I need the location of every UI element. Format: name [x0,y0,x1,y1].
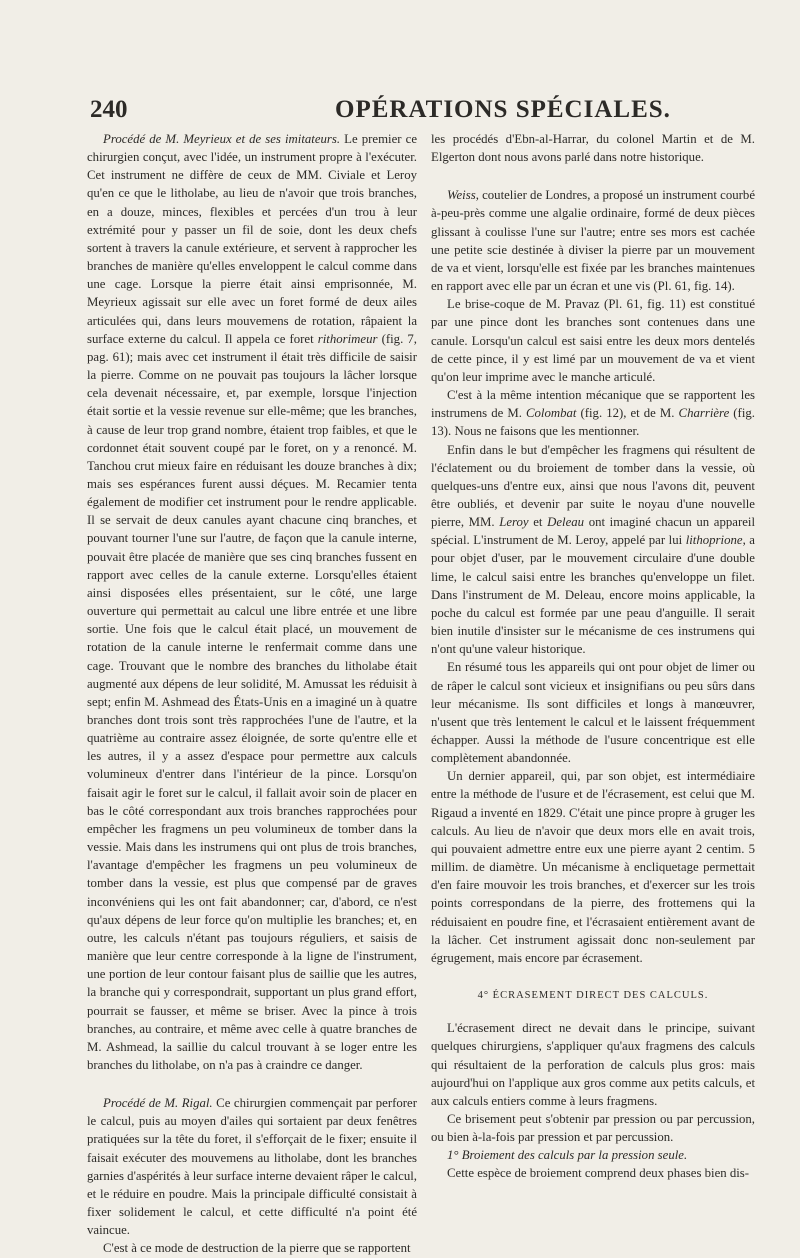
paragraph-leroy-deleau [431,441,755,659]
name-charriere: Charrière [678,406,730,421]
paragraph-colombat [431,386,755,440]
paragraph-text: (fig. 12), et de M. [576,406,679,421]
term-lithoprione: lithoprione [685,533,743,548]
paragraph-text: C'est à la même intention mécanique que se rapportent les instrumens de M. [431,388,755,421]
paragraph-ecrasement: L'écrasement direct ne devait dans le principe, suivant quelques chirurgiens, s'appliquer qu'aux fragmens des calculs qui résultaient de la perforation de calculs plus gros: mais aujourd'hui on l'applique aux gros comme aux petits calculs, et aux calculs entiers comme à leurs fragmens. [431,1021,755,1108]
paragraph-text: et [528,515,548,530]
paragraph-text: ont imaginé chacun un appareil spécial. L'instrument de M. Leroy, appelé par lui [431,515,755,548]
paragraph-text: Le premier ce chirurgien conçut, avec l'idée, un instrument propre à l'exécuter. Cet instrument ne diffère de ceux de MM. Civiale et Leroy qu'en ce que le litholabe, au lieu de n'avoir que trois branches, en a douze, minces, flexibles et percées d'un trou à leur extrémité pour y passer un fil de soie, dont les deux chefs sortent à travers la canule extérieure, et servent à rapprocher les branches de manière qu'elles enveloppent le calcul comme dans une cage. Lorsque la pierre était ainsi emprisonnée, M. Meyrieux agissait sur elle avec un foret formé de deux ailes articulées qui, dans leurs mouvemens de rotation, râpaient la surface externe du calcul. Il appela ce foret [87,132,418,346]
paragraph-resume: En résumé tous les appareils qui ont pour objet de limer ou de râper le calcul sont vicieux et insignifians ou peu sûrs dans leur mécanisme. Ils sont difficiles et longs à manœuvrer, n'usent que très lentement le calcul et le laissent fréquemment échapper. Aussi la méthode de l'usure concentrique est elle complètement abandonnée. [431,660,755,766]
paragraph-title: Procédé de M. Meyrieux et de ses imitateurs. [103,132,341,146]
paragraph-text: (fig. 7, pag. 61); mais avec cet instrument il était très difficile de saisir la pierre. Comme on ne pouvait pas toujours la lâcher lorsque cela devenait nécessaire, et, par exemple, lorsque l'injection était sortie et la vessie revenue sur elle-même; que les branches, à cause de leur trop grand nombre, étaient trop faibles, et que le cordonnet était souvent coupé par le foret, on y a renoncé. M. Tanchou crut mieux faire en réduisant les douze branches à dix; mais ses espérances furent aussi déçues. M. Recamier tenta également de modifier cet instrument pour le rendre applicable. Il se servait de deux canules ayant chacune cinq branches, et pouvant tourner l'une sur l'autre, de façon que la canule interne, pouvait être placée de manière que ses cinq branches fussent en rapport avec celles de la canule externe. Lorsqu'elles étaient ainsi disposées elles présentaient, sur le côté, une large ouverture qui permettait au calcul une libre entrée et une libre sortie. Une fois que le calcul était placé, un mouvement de rotation de la canule interne le renfermait comme dans une cage. Trouvant que le nombre des branches du litholabe était augmenté aux dépens de leur solidité, M. Amussat les réduisit à sept; enfin M. Ashmead des États-Unis en a imaginé un à quatre branches dont trois sont très rapprochées l'une de l'autre, et la quatrième au contraire assez éloignée, de sorte qu'entre elle et les autres, il y a assez d'espace pour permettre aux calculs volumineux d'entrer dans l'intérieur de la pince. Lorsqu'on faisait agir le foret sur le calcul, il fallait avoir soin de placer en bas le côté correspondant aux trois branches rapprochées pour empêcher les fragmens un peu volumineux de tomber dans la vessie. Mais dans les instrumens qui ont plus de trois branches, l'avantage d'empêcher les fragmens un peu volumineux de tomber dans la vessie, est plus que compensé par de graves inconvéniens qui les ont fait abandonner; car, d'abord, ce n'est qu'aux dépens de leur force qu'on multiplie les branches; et, en outre, les calculs n'étant pas toujours réguliers, et saisis de manière que leur centre corresponde à la ligne de l'instrument, une portion de leur contour faisant plus de saillie que les autres, la branche qui y correspondrait, supportant un plus grand effort, pourrait se fausser, et même se briser. Avec la pince à trois branches, au contraire, et même avec celle à quatre branches de M. Ashmead, la saillie du calcul trouvant à se loger entre les branches du litholabe, on n'a pas à craindre ce danger. [87,331,417,1072]
name-leroy: Leroy [499,515,529,530]
name-weiss: Weiss [447,188,476,203]
paragraph-text: Enfin dans le but d'empêcher les fragmens qui résultent de l'éclatement ou du broiement de tomber dans la vessie, où quelques-uns d'entre eux, ainsi que nous l'avons dit, peuvent être oubliés, et devenir par suite le noyau d'une nouvelle pierre, MM. [431,442,755,530]
name-colombat: Colombat [525,406,577,421]
paragraph-text: , a pour objet d'user, par le mouvement circulaire d'une double lime, le calcul saisi entre les branches qu'enveloppe un filet. Dans l'instrument de M. Deleau, encore moins applicable, la poche du calcul est formée par une peau d'anguille. Il serait bien inutile d'insister sur le mécanisme de ces instrumens qui n'ont qu'une valeur historique. [431,533,755,657]
paragraph-text: (fig. 13). Nous ne faisons que les mentionner. [431,406,755,439]
name-deleau: Deleau [547,515,585,530]
section-heading: 4° ÉCRASEMENT DIRECT DES CALCULS. [477,990,709,1002]
running-title: OPÉRATIONS SPÉCIALES. [335,96,671,123]
subheading: 1° Broiement des calculs par la pression seule. [447,1148,688,1163]
paragraph-text: les procédés d'Ebn-al-Harrar, du colonel Martin et de M. Elgerton dont nous avons parlé dans notre historique. [431,132,755,165]
page-header [90,96,750,130]
term-rithorimeur: rithorimeur [317,331,378,346]
paragraph-text: Ce chirurgien commençait par perforer le calcul, puis au moyen d'ailes qui sortaient par deux fenêtres pratiquées sur la tête du foret, il s'efforçait de le fixer; ensuite il faisait exécuter des mouvemens au litholabe, dont les branches garnies d'aspérités à leur surface interne devaient râper le calcul, et le réduire en poudre. Mais la principale difficulté consistait à fixer solidement le calcul, et cette difficulté n'a point été vaincue. [87,1096,417,1238]
paragraph-text: C'est à ce mode de destruction de la pierre que se rapportent [103,1241,411,1256]
page-number: 240 [90,96,128,123]
right-column [431,130,755,1183]
paragraph-brisement: Ce brisement peut s'obtenir par pression ou par percussion, ou bien à-la-fois par pression et par percussion. [431,1111,755,1145]
paragraph-weiss [431,186,755,295]
paragraph-title: Procédé de M. Rigal. [103,1096,213,1111]
paragraph-rigal [87,1094,417,1239]
paragraph-text: , coutelier de Londres, a proposé un instrument courbé à-peu-près comme une algalie ordinaire, formé de deux pièces glissant à coulisse l'une sur l'autre; entre ses mors est cachée une petite scie destinée à diviser la pierre par un mouvement de va et vient, lorsqu'elle est fixée par les branches maintenues en rapport avec elle par un écran et une vis (Pl. 61, fig. 14). [431,188,756,294]
left-column [87,130,417,1258]
paragraph-rigaud: Un dernier appareil, qui, par son objet, est intermédiaire entre la méthode de l'usure et de l'écrasement, est celui que M. Rigaud a inventé en 1829. C'était une pince propre à gruger les calculs. Au lieu de n'avoir que deux mors elle en avait trois, qui pouvaient admettre entre eux une pierre ayant 2 centim. 5 millim. de diamètre. Un mécanisme à encliquetage permettait d'en faire mouvoir les trois branches, et d'exercer sur les trois points correspondans de la pierre, des frottemens qui la réduisaient en poudre fine, et l'écrasaient entièrement avant de la lâcher. Cet instrument agissait donc non-seulement par égrugement, mais encore par écrasement. [431,769,755,965]
paragraph-pravaz: Le brise-coque de M. Pravaz (Pl. 61, fig. 11) est constitué par une pince dont les branches sont contenues dans une canule. Lorsqu'un calcul est saisi entre les deux mors dentelés de cette pince, il y est limé par un mouvement de va et vient qu'on leur imprime avec le manche articulé. [431,297,755,384]
paragraph-text: Cette espèce de broiement comprend deux phases bien dis- [447,1166,750,1181]
paragraph-meyrieux [87,130,417,1074]
